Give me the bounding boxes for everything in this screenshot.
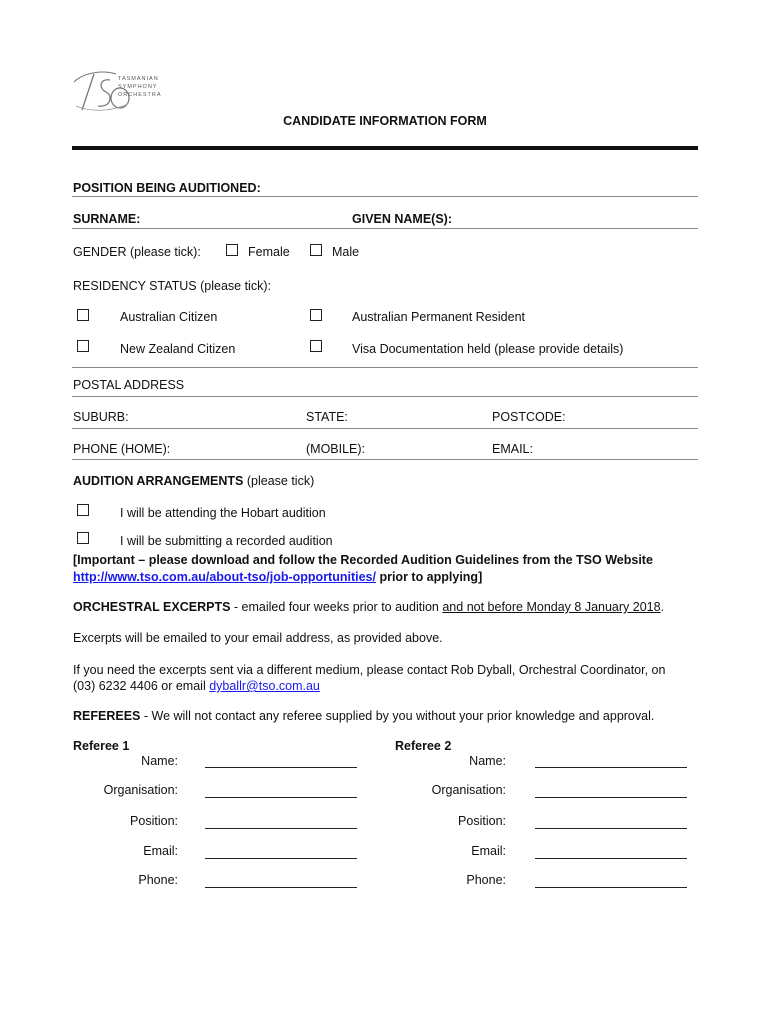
excerpts-line-2: Excerpts will be emailed to your email address, as provided above. [73, 631, 443, 645]
excerpts-line-4-prefix: (03) 6232 4406 or email [73, 679, 210, 693]
tso-logo [70, 66, 180, 116]
excerpts-line-1 [73, 600, 664, 614]
referee-2-phone-line[interactable] [535, 887, 687, 888]
audition-heading [73, 474, 314, 488]
residency-aus-pr-label: Australian Permanent Resident [352, 310, 526, 324]
logo-line-2: SYMPHONY [118, 84, 158, 90]
important-note: [Important – please download and follow the Recorded Audition Guidelines from the TSO Website [73, 553, 653, 567]
excerpts-line-3: If you need the excerpts sent via a different medium, please contact Rob Dyball, Orchestral Coordinator, on [73, 663, 666, 677]
referee-1-organisation-line[interactable] [205, 797, 357, 798]
state-label: STATE: [306, 410, 348, 424]
referee-1-name-line[interactable] [205, 767, 357, 768]
surname-label: SURNAME: [73, 212, 141, 226]
postcode-label: POSTCODE: [492, 410, 566, 424]
position-underline [72, 196, 698, 197]
residency-underline [72, 367, 698, 368]
referee-1-position-label: Position: [130, 814, 178, 828]
form-title: CANDIDATE INFORMATION FORM [283, 114, 487, 128]
audition-heading-text: AUDITION ARRANGEMENTS [73, 474, 244, 488]
coordinator-email-link[interactable]: dyballr@tso.com.au [209, 679, 320, 693]
referee-1-title: Referee 1 [73, 739, 130, 753]
referee-2-title: Referee 2 [395, 739, 452, 753]
phone-underline [72, 459, 698, 460]
referee-2-name-line[interactable] [535, 767, 687, 768]
residency-visa-checkbox[interactable] [310, 340, 322, 352]
postal-address-label: POSTAL ADDRESS [73, 378, 185, 392]
referee-1-phone-label: Phone: [138, 873, 178, 887]
referee-2-email-label: Email: [471, 844, 506, 858]
referee-1-position-line[interactable] [205, 828, 357, 829]
excerpts-date: and not before Monday 8 January 2018 [442, 600, 661, 614]
audition-heading-note: (please tick) [243, 474, 315, 488]
residency-visa-label: Visa Documentation held (please provide details) [352, 342, 624, 356]
logo-line-1: TASMANIAN [118, 76, 159, 82]
referee-1-name-label: Name: [141, 754, 178, 768]
gender-male-label: Male [332, 245, 360, 259]
mobile-label: (MOBILE): [306, 442, 366, 456]
name-underline [72, 228, 698, 229]
residency-nz-citizen-checkbox[interactable] [77, 340, 89, 352]
suburb-underline [72, 428, 698, 429]
tso-monogram-icon [70, 66, 132, 116]
gender-male-checkbox[interactable] [310, 244, 322, 256]
referee-1-email-label: Email: [143, 844, 178, 858]
referees-text: - We will not contact any referee supplied by you without your prior knowledge and approval. [140, 709, 655, 723]
excerpts-heading: ORCHESTRAL EXCERPTS [73, 600, 231, 614]
excerpts-text-a: - emailed four weeks prior to audition [230, 600, 443, 614]
referee-2-organisation-line[interactable] [535, 797, 687, 798]
referees-heading: REFEREES [73, 709, 141, 723]
gender-label: GENDER (please tick): [73, 245, 201, 259]
phone-home-label: PHONE (HOME): [73, 442, 171, 456]
residency-aus-pr-checkbox[interactable] [310, 309, 322, 321]
referee-2-organisation-label: Organisation: [431, 783, 506, 797]
audition-hobart-label: I will be attending the Hobart audition [120, 506, 326, 520]
referees-line [73, 709, 654, 723]
residency-aus-citizen-label: Australian Citizen [120, 310, 218, 324]
excerpts-text-end: . [660, 600, 665, 614]
referee-1-phone-line[interactable] [205, 887, 357, 888]
referee-2-position-line[interactable] [535, 828, 687, 829]
referee-2-email-line[interactable] [535, 858, 687, 859]
guidelines-line [73, 570, 482, 584]
email-label: EMAIL: [492, 442, 533, 456]
given-names-label: GIVEN NAME(S): [352, 212, 452, 226]
excerpts-line-4 [73, 679, 320, 693]
guidelines-link[interactable]: http://www.tso.com.au/about-tso/job-opportunities/ [73, 570, 376, 584]
gender-female-label: Female [248, 245, 290, 259]
guidelines-link-suffix: prior to applying] [375, 570, 483, 584]
residency-aus-citizen-checkbox[interactable] [77, 309, 89, 321]
referee-2-position-label: Position: [458, 814, 506, 828]
referee-2-name-label: Name: [469, 754, 506, 768]
title-rule [72, 146, 698, 150]
residency-label: RESIDENCY STATUS (please tick): [73, 279, 271, 293]
residency-nz-citizen-label: New Zealand Citizen [120, 342, 236, 356]
suburb-label: SUBURB: [73, 410, 129, 424]
referee-2-phone-label: Phone: [466, 873, 506, 887]
audition-recorded-label: I will be submitting a recorded audition [120, 534, 333, 548]
audition-recorded-checkbox[interactable] [77, 532, 89, 544]
audition-hobart-checkbox[interactable] [77, 504, 89, 516]
referee-1-organisation-label: Organisation: [103, 783, 178, 797]
referee-1-email-line[interactable] [205, 858, 357, 859]
position-label: POSITION BEING AUDITIONED: [73, 181, 261, 195]
postal-underline [72, 396, 698, 397]
logo-line-3: ORCHESTRA [118, 92, 162, 98]
gender-female-checkbox[interactable] [226, 244, 238, 256]
